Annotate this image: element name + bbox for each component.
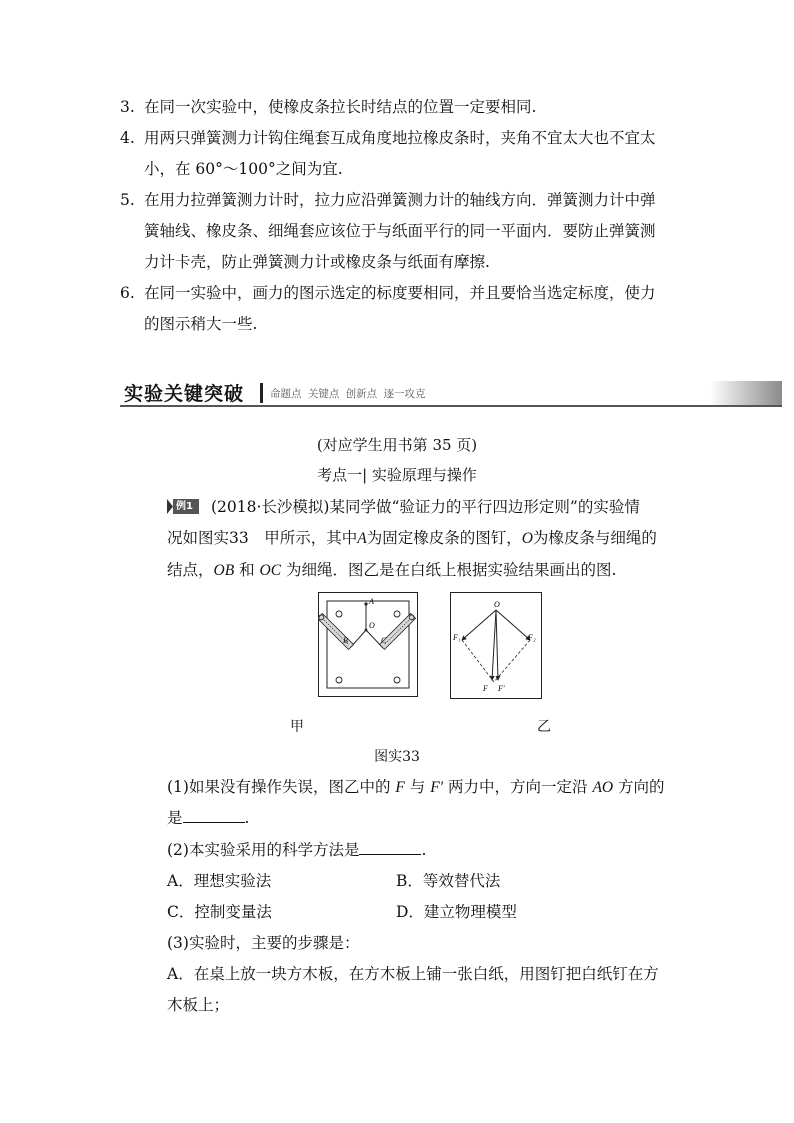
text: 为细绳．图乙是在白纸上根据实验结果画出的图. <box>281 561 617 579</box>
text: . <box>244 809 250 827</box>
label-F: F <box>483 684 488 693</box>
section-banner <box>120 377 782 409</box>
note-number: 6. <box>120 284 135 302</box>
text: 是 <box>167 809 183 827</box>
spring-scale-left <box>318 613 353 649</box>
label-O: O <box>494 600 500 609</box>
example-badge <box>167 499 199 514</box>
banner-divider <box>260 383 263 403</box>
label-C: C <box>381 636 387 645</box>
note-line: 在用力拉弹簧测力计时，拉力应沿弹簧测力计的轴线方向．弹簧测力计中弹 <box>144 191 656 209</box>
text: 和 <box>234 561 260 579</box>
caption-right: 乙 <box>537 719 551 735</box>
example-line-1 <box>167 497 640 517</box>
math-A: A <box>357 530 367 547</box>
label-A: A <box>369 597 374 606</box>
option-C: C．控制变量法 <box>167 903 272 921</box>
section-title: 实验关键突破 <box>124 383 245 405</box>
note-line: 用两只弹簧测力计钩住绳套互成角度地拉橡皮条时，夹角不宜太大也不宜太 <box>144 129 656 147</box>
text: (2)本实验采用的科学方法是 <box>167 841 360 859</box>
text: 为固定橡皮条的图钉， <box>366 529 522 547</box>
option-D: D．建立物理模型 <box>396 903 517 921</box>
note-number: 5. <box>120 191 135 209</box>
question-3: (3)实验时，主要的步骤是： <box>167 934 360 952</box>
text: 两力中，方向一定沿 <box>443 778 593 796</box>
text: 结点， <box>167 561 214 579</box>
note-line: 在同一次实验中，使橡皮条拉长时结点的位置一定要相同. <box>144 98 537 116</box>
section-subtitle: 命题点 关键点 创新点 逐一攻克 <box>270 388 426 400</box>
book-reference: (对应学生用书第 35 页) <box>316 436 478 454</box>
label-F2: F₂ <box>528 633 536 642</box>
banner-gradient <box>710 381 782 405</box>
note-number: 4. <box>120 129 135 147</box>
math-F: F <box>395 779 405 796</box>
math-OB: OB <box>213 562 235 579</box>
figure-apparatus <box>318 592 418 697</box>
text: (1)如果没有操作失误，图乙中的 <box>167 778 396 796</box>
text: 况如图实33 甲所示，其中 <box>167 529 358 547</box>
note-line: 的图示稍大一些. <box>144 315 258 333</box>
example-line-3 <box>167 560 616 581</box>
example-text: (2018·长沙模拟)某同学做“验证力的平行四边形定则”的实验情 <box>211 498 640 516</box>
point-title: 考点一| 实验原理与操作 <box>317 466 477 484</box>
figure-caption: 图实33 <box>374 749 420 765</box>
label-O: O <box>369 621 375 630</box>
question-1 <box>167 777 665 798</box>
note-line: 力计卡壳，防止弹簧测力计或橡皮条与纸面有摩擦. <box>144 253 490 271</box>
option-B: B．等效替代法 <box>396 872 501 890</box>
math-O: O <box>521 530 533 547</box>
answer-blank-2[interactable] <box>359 840 421 855</box>
math-AO: AO <box>592 779 614 796</box>
caption-left: 甲 <box>290 719 304 735</box>
banner-underline <box>120 405 782 407</box>
question-2 <box>167 840 426 860</box>
text: . <box>421 841 427 859</box>
step-A-line: 木板上； <box>167 996 230 1014</box>
label-F-prime: F′ <box>498 684 505 693</box>
note-line: 在同一实验中，画力的图示选定的标度要相同，并且要恰当选定标度，使力 <box>144 284 656 302</box>
note-number: 3. <box>120 98 135 116</box>
text: 方向的 <box>613 778 665 796</box>
question-1-cont <box>167 808 249 828</box>
answer-blank-1[interactable] <box>183 808 245 823</box>
example-line-2 <box>167 528 657 549</box>
option-A: A．理想实验法 <box>167 872 272 890</box>
example-badge-label: 例1 <box>176 501 193 512</box>
step-A-line: A．在桌上放一块方木板，在方木板上铺一张白纸，用图钉把白纸钉在方 <box>167 965 659 983</box>
label-B: B <box>343 636 348 645</box>
note-line: 小，在 60°～100°之间为宜. <box>144 160 343 178</box>
text: 为橡皮条与细绳的 <box>532 529 657 547</box>
label-F1: F₁ <box>453 633 461 642</box>
text: 与 <box>404 778 431 796</box>
math-F-prime: F′ <box>430 779 444 796</box>
figure-force-diagram <box>450 592 542 699</box>
note-line: 簧轴线、橡皮条、细绳套应该位于与纸面平行的同一平面内．要防止弹簧测 <box>144 222 656 240</box>
math-OC: OC <box>259 562 282 579</box>
